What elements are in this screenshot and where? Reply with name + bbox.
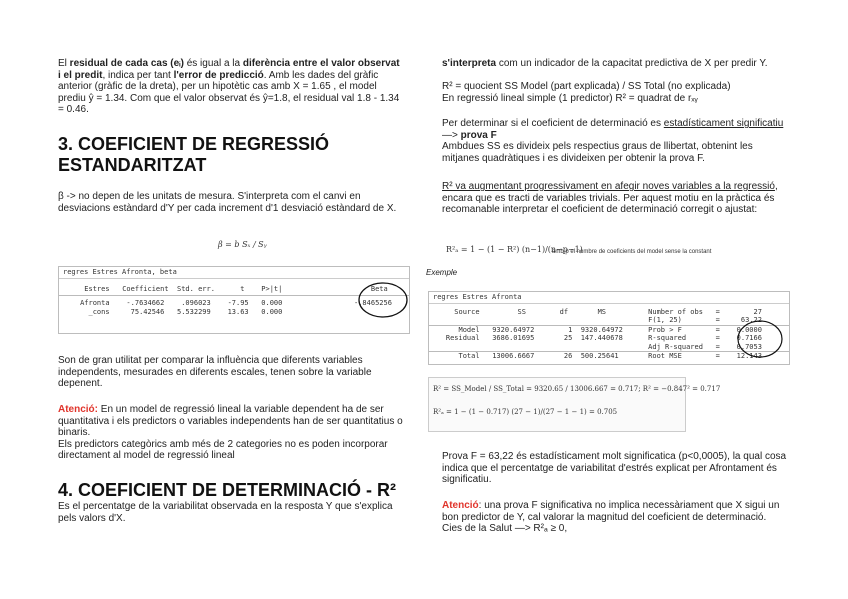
stata-line: Residual 3686.01695 25 147.440678 R-squared = 0.7166: [429, 334, 762, 342]
adjusted-r2-note: amb p el nombre de coeficients del model sense la constant: [552, 249, 712, 255]
r2-definition: Es el percentatge de la variabilitat observada en la resposta Y que s'explica pels valors d'X.: [58, 501, 393, 524]
utility-paragraph: Son de gran utilitat per comparar la influència que diferents variables independents, mesurades en diferents escales, tenen sobre la variable depenent.: [58, 355, 372, 389]
example-label: Exemple: [426, 268, 458, 277]
stata-output-anova: [428, 291, 790, 365]
beta-circle-annotation: [357, 281, 409, 319]
stata-command: regres Estres Afronta, beta: [59, 267, 409, 279]
beta-formula: β = b Sₓ / Sᵧ: [218, 240, 267, 249]
stata-row-afronta: Afronta -.7634662 .096023 -7.95 0.000 -.8465256: [59, 299, 392, 307]
stata-line: Model 9320.64972 1 9320.64972 Prob > F = 0.0000: [429, 325, 789, 335]
beta-paragraph: β -> no depen de les unitats de mesura. S'interpreta com el canvi en desviacions estàndard d'Y per cada increment d'1 desviació estàndard de X.: [58, 191, 397, 214]
r2-circle-annotation: [735, 319, 785, 359]
f-test-paragraph: Per determinar si el coeficient de determinació es estadísticament significatiu —> prova F Ambdues SS es divideix pels respectius graus de llibertat, obtenint les mitjanes quadràtiques i es divideixen per obtenir la prova F.: [442, 118, 784, 164]
stata-command: regres Estres Afronta: [429, 292, 789, 304]
attention-label: Atenció:: [58, 404, 98, 415]
stata-row-cons: _cons 75.42546 5.532299 13.63 0.000: [59, 307, 283, 316]
calculation-box: [428, 377, 721, 432]
stata-header: Estres Coefficient Std. err. t P>|t| Beta: [59, 285, 409, 297]
f-test-result: Prova F = 63,22 és estadísticament molt significatica (p<0,0005), la qual cosa indica que el percentatge de variabilitat d'estrés explicat per Afrontament és significatiu.: [442, 451, 787, 485]
stata-line: Source SS df MS Number of obs = 27: [429, 307, 762, 316]
adjusted-r2-paragraph: R² va augmentant progressivament en afegir noves variables a la regressió, encara que es tracti de variables trivials. Per aquest motiu en la pràctica és recomanable interpretar el coeficient de determinació corregit o ajustat:: [442, 181, 778, 215]
r2-simple: En regressió lineal simple (1 predictor) R² = quadrat de rₓᵧ: [442, 93, 698, 104]
stata-line: Adj R-squared = 0.7053: [429, 342, 762, 351]
stata-output-beta: [58, 266, 410, 334]
r2-calculation: R² = SS_Model / SS_Total = 9320.65 / 13006.667 = 0.717; R² = −0.847² = 0.717: [433, 385, 721, 393]
stata-line: Total 13006.6667 26 500.25641 Root MSE = 12.143: [429, 351, 789, 361]
attention-block: Atenció: En un model de regressió lineal la variable dependent ha de ser quantitativa i els predictors o variables independents han de ser quantitatius o binaris. Els predictors categòrics amb més de 2 categories no es poden incorporar directament al model de regressió lineal: [58, 404, 403, 461]
adjusted-r2-calculation: R²ₐ = 1 − (1 − 0.717) (27 − 1)/(27 − 1 − 1) = 0.705: [433, 408, 618, 416]
section-4-heading: 4. COEFICIENT DE DETERMINACIÓ - R²: [58, 480, 397, 500]
attention-f-test: Atenció: una prova F significativa no implica necessàriament que X sigui un bon predictor de Y, cal valorar la magnitud del coeficient de determinació. Cies de la Salut —> R²ₐ ≥ 0,: [442, 500, 780, 534]
adjusted-r2-formula: R²ₐ = 1 − (1 − R²) (n−1)/(n−p−1): [446, 245, 583, 254]
section-3-heading: 3. COEFICIENT DE REGRESSIÓ ESTANDARITZAT: [58, 134, 330, 175]
r2-quotient: R² = quocient SS Model (part explicada) / SS Total (no explicada): [442, 81, 731, 92]
interpret-paragraph: s'interpreta com un indicador de la capacitat predictiva de X per predir Y.: [442, 58, 768, 69]
stata-line: F(1, 25) = 63.22: [429, 316, 762, 324]
residual-paragraph: El residual de cada cas (eᵢ) és igual a la diferència entre el valor observat i el predit, indica per tant l'error de predicció. Amb les dades del gràfic anterior (gràfic de la dreta), per un hipotètic cas amb X = 1.65 , el model prediu ŷ = 1.34. Com que el valor observat és ŷ=1.8, el residual val 1.8 - 1.34 = 0.46.: [58, 58, 400, 115]
